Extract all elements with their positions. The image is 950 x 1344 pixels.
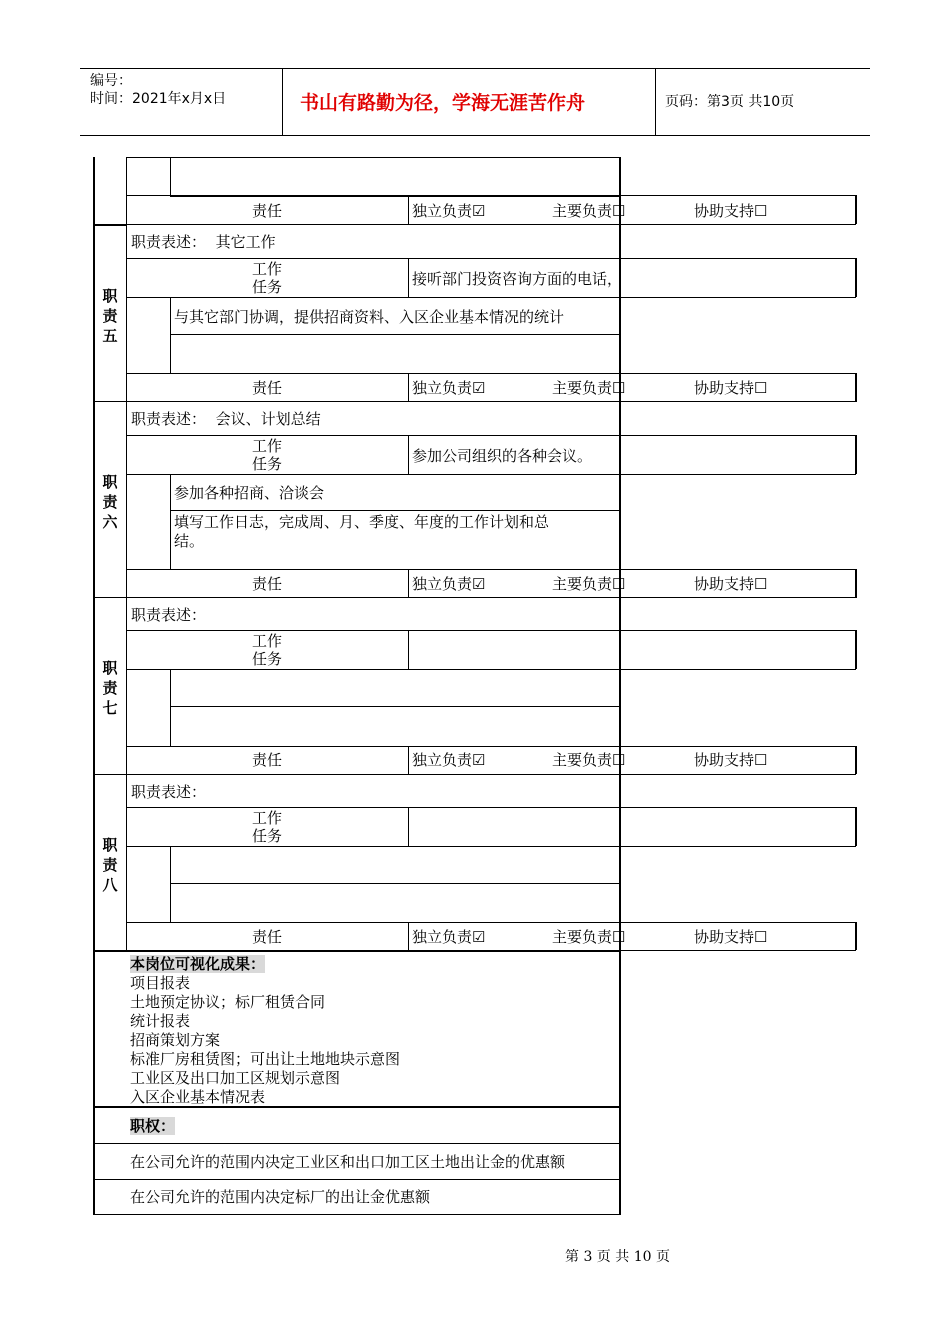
responsibility-label: 责任	[252, 575, 283, 593]
results-item: 统计报表	[130, 1012, 191, 1030]
authority-item: 在公司允许的范围内决定工业区和出口加工区土地出让金的优惠额	[130, 1153, 566, 1171]
responsibility-label: 责任	[252, 928, 283, 946]
duty-name-char: 责	[102, 856, 118, 874]
responsibility-label: 责任	[252, 202, 283, 220]
checkbox-empty-icon: ☐	[754, 751, 768, 769]
checkbox-checked-icon: ☑	[472, 202, 486, 220]
task-item: 接听部门投资咨询方面的电话，	[412, 270, 623, 288]
duty-description-label: 职责表述： 其它工作	[131, 233, 276, 251]
task-item: 参加各种招商、洽谈会	[174, 484, 325, 502]
duty-name-char: 责	[102, 679, 118, 697]
results-item: 工业区及出口加工区规划示意图	[130, 1069, 341, 1087]
resp-independent[interactable]: 独立负责☑	[412, 379, 486, 397]
resp-primary[interactable]: 主要负责☐	[552, 928, 626, 946]
task-item: 填写工作日志，完成周、月、季度、年度的工作计划和总	[174, 513, 550, 531]
responsibility-label: 责任	[252, 379, 283, 397]
duty-description: 会议、计划总结	[215, 410, 321, 428]
checkbox-empty-icon: ☐	[612, 928, 626, 946]
results-title: 本岗位可视化成果：	[130, 955, 266, 973]
authority-item: 在公司允许的范围内决定标厂的出让金优惠额	[130, 1188, 431, 1206]
resp-support[interactable]: 协助支持☐	[694, 928, 768, 946]
checkbox-checked-icon: ☑	[472, 379, 486, 397]
resp-primary[interactable]: 主要负责☐	[552, 575, 626, 593]
task-item: 结。	[174, 532, 205, 550]
duty-name-char: 责	[102, 307, 118, 325]
duty-description-label: 职责表述：	[131, 606, 207, 624]
motto-title: 书山有路勤为径，学海无涯苦作舟	[300, 92, 586, 114]
page-indicator: 页码：第3页 共10页	[665, 94, 795, 110]
resp-independent[interactable]: 独立负责☑	[412, 751, 486, 769]
checkbox-empty-icon: ☐	[612, 379, 626, 397]
work-task-label: 工作 任务	[252, 260, 283, 296]
duty-name-char: 职	[102, 287, 118, 305]
duty-name-char: 五	[102, 327, 118, 345]
task-item: 与其它部门协调，提供招商资料、入区企业基本情况的统计	[174, 308, 565, 326]
duty-name-char: 职	[102, 836, 118, 854]
document-date-label: 时间：2021年x月x日	[90, 91, 227, 107]
results-item: 招商策划方案	[130, 1031, 221, 1049]
checkbox-empty-icon: ☐	[612, 575, 626, 593]
authority-title: 职权：	[130, 1117, 176, 1135]
checkbox-empty-icon: ☐	[754, 928, 768, 946]
results-item: 标准厂房租赁图；可出让土地地块示意图	[130, 1050, 401, 1068]
duty-name-char: 七	[102, 699, 118, 717]
resp-independent[interactable]: 独立负责☑	[412, 575, 486, 593]
resp-primary[interactable]: 主要负责☐	[552, 751, 626, 769]
duty-description-label: 职责表述： 会议、计划总结	[131, 410, 321, 428]
work-task-label: 工作 任务	[252, 809, 283, 845]
checkbox-empty-icon: ☐	[754, 575, 768, 593]
task-item: 参加公司组织的各种会议。	[412, 447, 593, 465]
checkbox-checked-icon: ☑	[472, 928, 486, 946]
results-item: 项目报表	[130, 974, 191, 992]
results-item: 土地预定协议；标厂租赁合同	[130, 993, 326, 1011]
resp-independent[interactable]: 独立负责☑	[412, 202, 486, 220]
resp-support[interactable]: 协助支持☐	[694, 575, 768, 593]
resp-primary[interactable]: 主要负责☐	[552, 202, 626, 220]
duty-name-char: 职	[102, 473, 118, 491]
resp-primary[interactable]: 主要负责☐	[552, 379, 626, 397]
duty-name-char: 职	[102, 659, 118, 677]
checkbox-empty-icon: ☐	[754, 202, 768, 220]
resp-independent[interactable]: 独立负责☑	[412, 928, 486, 946]
duty-description-label: 职责表述：	[131, 783, 207, 801]
checkbox-empty-icon: ☐	[612, 751, 626, 769]
checkbox-empty-icon: ☐	[754, 379, 768, 397]
page-footer: 第 3 页 共 10 页	[565, 1249, 670, 1265]
duty-description: 其它工作	[215, 233, 276, 251]
checkbox-checked-icon: ☑	[472, 575, 486, 593]
duty-name-char: 八	[102, 876, 118, 894]
duty-name-char: 责	[102, 493, 118, 511]
resp-support[interactable]: 协助支持☐	[694, 202, 768, 220]
work-task-label: 工作 任务	[252, 632, 283, 668]
duty-name-char: 六	[102, 513, 118, 531]
resp-support[interactable]: 协助支持☐	[694, 379, 768, 397]
checkbox-empty-icon: ☐	[612, 202, 626, 220]
responsibility-label: 责任	[252, 751, 283, 769]
resp-support[interactable]: 协助支持☐	[694, 751, 768, 769]
work-task-label: 工作 任务	[252, 437, 283, 473]
checkbox-checked-icon: ☑	[472, 751, 486, 769]
document-number-label: 编号：	[90, 73, 132, 89]
results-item: 入区企业基本情况表	[130, 1088, 266, 1106]
